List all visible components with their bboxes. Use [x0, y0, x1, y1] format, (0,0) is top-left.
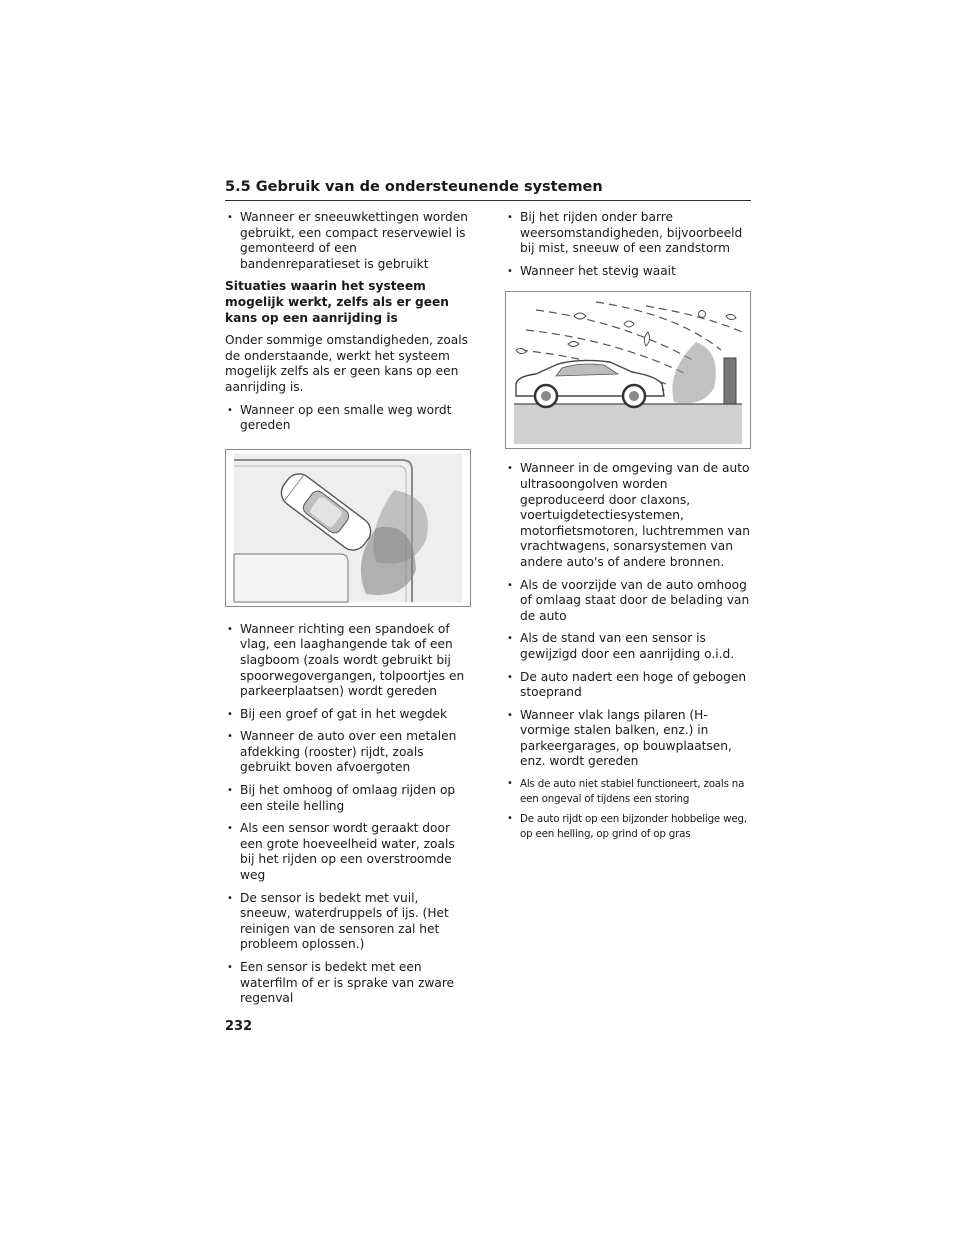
list-item: • Bij het omhoog of omlaag rijden op een steile helling	[225, 783, 471, 814]
strong-wind-illustration	[505, 291, 751, 449]
list-item: • Wanneer er sneeuwkettingen worden gebruikt, een compact reservewiel is gemonteerd of een bandenreparatieset is gebruikt	[225, 210, 471, 272]
section-title: 5.5 Gebruik van de ondersteunende systemen	[225, 179, 603, 195]
narrow-road-illustration	[225, 449, 471, 607]
list-item: • Als de stand van een sensor is gewijzigd door een aanrijding o.i.d.	[505, 631, 751, 662]
page-header	[225, 179, 751, 201]
list-item: • De auto rijdt op een bijzonder hobbelige weg, op een helling, op grind of op gras	[505, 812, 751, 841]
left-column	[225, 210, 471, 1014]
list-item: • Wanneer de auto over een metalen afdekking (rooster) rijdt, zoals gebruikt boven afvoergoten	[225, 729, 471, 776]
list-item: • Bij een groef of gat in het wegdek	[225, 707, 471, 723]
list-item: • De sensor is bedekt met vuil, sneeuw, waterdruppels of ijs. (Het reinigen van de sensoren zal het probleem oplossen.)	[225, 891, 471, 953]
section-subheading: Situaties waarin het systeem mogelijk werkt, zelfs als er geen kans op een aanrijding is	[225, 279, 449, 325]
list-item: • Als de voorzijde van de auto omhoog of omlaag staat door de belading van de auto	[505, 578, 751, 625]
list-item: • Een sensor is bedekt met een waterfilm of er is sprake van zware regenval	[225, 960, 471, 1007]
list-item: • Als een sensor wordt geraakt door een grote hoeveelheid water, zoals bij het rijden op een overstroomde weg	[225, 821, 471, 883]
strong-wind-drawing	[506, 292, 750, 448]
bullet-list-bottom-left	[225, 622, 471, 1007]
bullet-list-top-left	[225, 210, 471, 272]
list-item: • Wanneer vlak langs pilaren (H-vormige stalen balken, enz.) in parkeergarages, op bouwplaatsen, enz. wordt gereden	[505, 708, 751, 770]
narrow-road-drawing	[226, 450, 470, 606]
intro-paragraph: Onder sommige omstandigheden, zoals de onderstaande, werkt het systeem mogelijk zelfs als er geen kans op een aanrijding is.	[225, 333, 468, 394]
list-item: • Wanneer in de omgeving van de auto ultrasoongolven worden geproduceerd door claxons, voertuigdetectiesystemen, motorfietsmotoren, luchtremmen van vrachtwagens, sonarsystemen van andere auto's of andere bronnen.	[505, 461, 751, 570]
list-item: • Wanneer op een smalle weg wordt gereden	[225, 403, 471, 434]
bullet-list-mid-left	[225, 403, 471, 434]
bullet-list-bottom-right	[505, 461, 751, 841]
page-number: 232	[225, 1019, 253, 1034]
list-item: • Als de auto niet stabiel functioneert, zoals na een ongeval of tijdens een storing	[505, 777, 751, 806]
bullet-list-top-right	[505, 210, 751, 279]
list-item: • Bij het rijden onder barre weersomstandigheden, bijvoorbeeld bij mist, sneeuw of een zandstorm	[505, 210, 751, 257]
header-divider	[225, 200, 751, 201]
list-item: • De auto nadert een hoge of gebogen stoeprand	[505, 670, 751, 701]
list-item: • Wanneer richting een spandoek of vlag, een laaghangende tak of een slagboom (zoals wordt gebruikt bij spoorwegovergangen, tolpoortjes en parkeerplaatsen) wordt gereden	[225, 622, 471, 700]
list-item: • Wanneer het stevig waait	[505, 264, 751, 280]
right-column	[505, 210, 751, 847]
car-icon	[516, 361, 664, 408]
